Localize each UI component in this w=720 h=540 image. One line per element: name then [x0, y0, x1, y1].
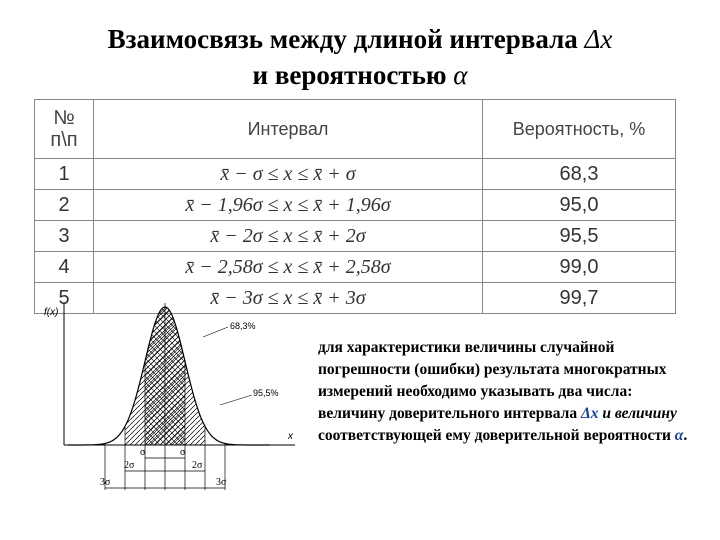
header-probability: Вероятность, %: [483, 100, 676, 159]
row-number: 5: [35, 283, 94, 314]
row-probability: 99,7: [483, 283, 676, 314]
delta-x-inline: Δx: [581, 405, 599, 422]
row-number: 2: [35, 190, 94, 221]
row-probability: 68,3: [483, 159, 676, 190]
two-sigma-left-label: 2σ: [124, 460, 135, 471]
sigma-right-label: σ: [180, 447, 186, 458]
row-probability: 95,5: [483, 221, 676, 252]
y-axis-label: f(x): [44, 307, 59, 318]
row-number: 4: [35, 252, 94, 283]
normal-distribution-figure: [40, 295, 310, 495]
x-axis-label: x: [288, 431, 293, 442]
header-interval: Интервал: [94, 100, 483, 159]
page-title-line1: [0, 22, 720, 56]
row-number: 3: [35, 221, 94, 252]
table-row: [35, 252, 676, 283]
table-row: [35, 221, 676, 252]
interval-table: [34, 99, 676, 314]
title-text-1: Взаимосвязь между длиной интервала: [107, 24, 578, 54]
table-row: [35, 159, 676, 190]
explanation-text: для характеристики величины случайной погрешности (ошибки) результата многократных измерений необходимо указывать два числа: величину доверительного интервала Δx и величину соответствующей ему доверительной вероятности α.: [318, 339, 688, 444]
title-text-2: и вероятностью: [252, 60, 447, 90]
row-probability: 95,0: [483, 190, 676, 221]
alpha-inline: α: [674, 427, 684, 444]
three-sigma-right-label: 3σ: [216, 477, 227, 488]
row-interval: x̄ − 1,96σ ≤ x ≤ x̄ + 1,96σ: [94, 190, 483, 221]
inner-probability-label: 68,3%: [230, 321, 256, 331]
outer-probability-label: 95,5%: [253, 388, 279, 398]
three-sigma-left-label: 3σ: [100, 477, 111, 488]
table-header-row: [35, 100, 676, 159]
row-interval: x̄ − 2σ ≤ x ≤ x̄ + 2σ: [94, 221, 483, 252]
alpha-symbol: α: [453, 60, 468, 90]
header-number: № п\п: [35, 100, 94, 159]
two-sigma-right-label: 2σ: [192, 460, 203, 471]
table-row: [35, 190, 676, 221]
row-interval: x̄ − 3σ ≤ x ≤ x̄ + 3σ: [94, 283, 483, 314]
row-interval: x̄ − σ ≤ x ≤ x̄ + σ: [94, 159, 483, 190]
row-interval: x̄ − 2,58σ ≤ x ≤ x̄ + 2,58σ: [94, 252, 483, 283]
sigma-dimension-lines: [105, 303, 225, 490]
sigma-left-label: σ: [140, 447, 146, 458]
delta-x-symbol: Δx: [584, 24, 613, 54]
page-title-line2: [0, 58, 720, 92]
row-number: 1: [35, 159, 94, 190]
row-probability: 99,0: [483, 252, 676, 283]
